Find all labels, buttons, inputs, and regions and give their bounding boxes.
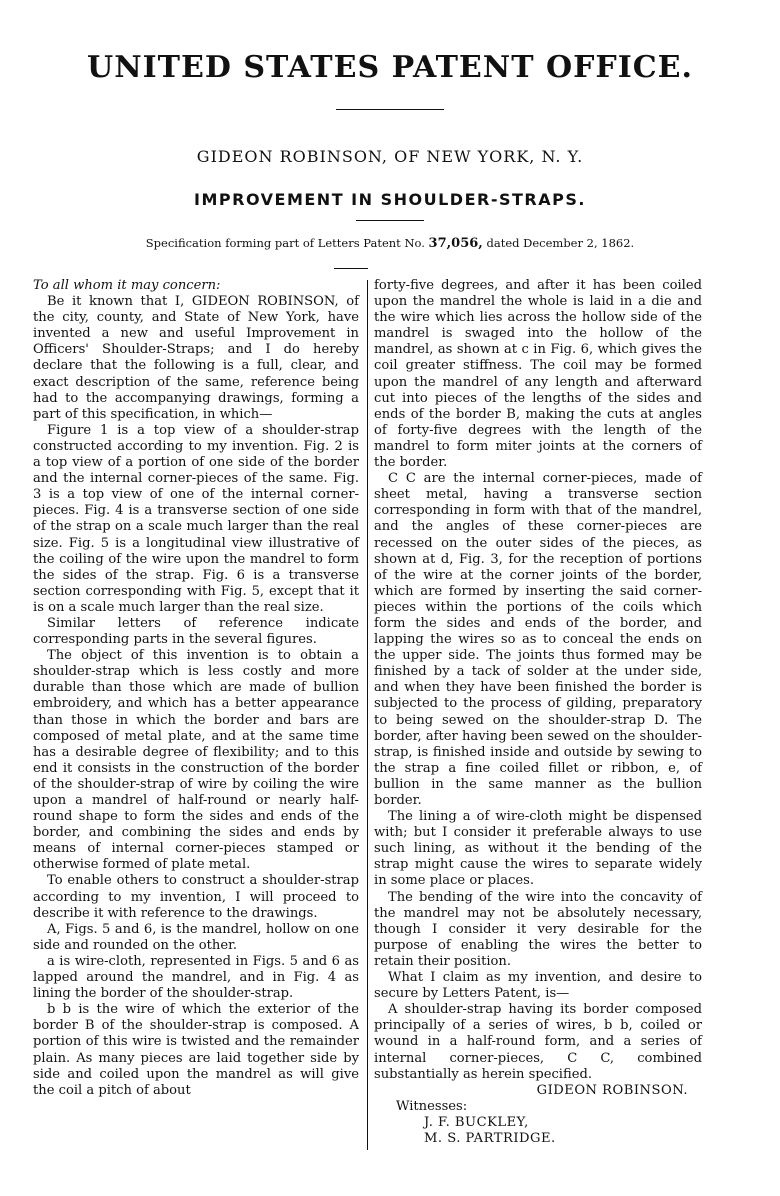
- column-divider: [367, 280, 368, 1150]
- paragraph: The bending of the wire into the concavity of the mandrel may not be absolutely necessary, though I consider it very desirable for the purpose of enabling the wires the better to retain their position.: [374, 889, 702, 969]
- witness-name: J. F. BUCKLEY,: [424, 1114, 529, 1130]
- patent-number: 37,056,: [428, 236, 483, 251]
- paragraph: The object of this invention is to obtain a shoulder-strap which is less costly and more durable than those which are made of bullion embroidery, and which has a better appearance than those in which the border and bars are composed of metal plate, and at the same time has a desirable degree of flexibility; and to this end it consists in the construction of the border of the shoulder-strap of wire by coiling the wire upon a mandrel of half-round or nearly half-round shape to form the sides and ends of the border, and combining the sides and ends by means of internal corner-pieces stamped or otherwise formed of plate metal.: [33, 648, 359, 873]
- paragraph: Similar letters of reference indicate corresponding parts in the several figures.: [33, 615, 359, 648]
- inventor-signature: GIDEON ROBINSON.: [536, 1082, 688, 1098]
- patent-date: dated December 2, 1862.: [482, 236, 635, 250]
- right-column: [374, 278, 702, 1147]
- claim: A shoulder-strap having its border composed principally of a series of wires, b b, coiled or wound in a half-round form, and a series of internal corner-pieces, C C, combined substantially as herein specified.: [374, 1002, 702, 1082]
- paragraph: A, Figs. 5 and 6, is the mandrel, hollow on one side and rounded on the other.: [33, 921, 359, 953]
- paragraph: Figure 1 is a top view of a shoulder-strap constructed according to my invention. Fig. 2 is a top view of a portion of one side of the border and the internal corner-pieces of the same. Fig. 3 is a top view of one of the internal corner-pieces. Fig. 4 is a transverse section of one side of the strap on a scale much larger than the real size. Fig. 5 is a longitudinal view illustrative of the coiling of the wire upon the mandrel to form the sides of the strap. Fig. 6 is a transverse section corresponding with Fig. 5, except that it is on a scale much larger than the real size.: [33, 422, 359, 615]
- paragraph: forty-five degrees, and after it has been coiled upon the mandrel the whole is laid in a die and the wire which lies across the hollow side of the mandrel is swaged into the hollow of the mandrel, as shown at c in Fig. 6, which gives the coil greater stiffness. The coil may be formed upon the mandrel of any length and afterward cut into pieces of the lengths of the sides and ends of the border B, making the cuts at angles of forty-five degrees with the length of the mandrel to form miter joints at the corners of the border.: [374, 278, 702, 471]
- paragraph: To enable others to construct a shoulder-strap according to my invention, I will proceed to describe it with reference to the drawings.: [33, 873, 359, 921]
- left-column: [33, 278, 359, 1099]
- witness-name: M. S. PARTRIDGE.: [424, 1130, 556, 1146]
- patent-title: IMPROVEMENT IN SHOULDER-STRAPS.: [194, 190, 586, 209]
- salutation: To all whom it may concern:: [33, 278, 221, 293]
- paragraph: b b is the wire of which the exterior of the border B of the shoulder-strap is composed. A portion of this wire is twisted and the remainder plain. As many pieces are laid together side by side and coiled upon the mandrel as will give the coil a pitch of about: [33, 1002, 359, 1098]
- paragraph: a is wire-cloth, represented in Figs. 5 and 6 as lapped around the mandrel, and in Fig. 4 as lining the border of the shoulder-strap.: [33, 953, 359, 1002]
- spec-prefix: Specification forming part of Letters Patent No.: [145, 236, 429, 250]
- witnesses-label: Witnesses:: [396, 1098, 468, 1114]
- paragraph: Be it known that I, GIDEON ROBINSON, of the city, county, and State of New York, have invented a new and useful Improvement in Officers' Shoulder-Straps; and I do hereby declare that the following is a full, clear, and exact description of the same, reference being had to the accompanying drawings, forming a part of this specification, in which—: [33, 294, 359, 422]
- specification-line: [0, 236, 780, 251]
- office-title: UNITED STATES PATENT OFFICE.: [87, 50, 693, 85]
- title-rule: [356, 220, 424, 221]
- spec-rule: [334, 268, 368, 269]
- paragraph: C C are the internal corner-pieces, made of sheet metal, having a transverse section corresponding in form with that of the mandrel, and the angles of these corner-pieces are recessed on the outer sides of the pieces, as shown at d, Fig. 3, for the reception of portions of the wire at the corner joints of the border, which are formed by inserting the said corner-pieces within the portions of the coils which form the sides and ends of the border, and lapping the wires so as to conceal the ends on the upper side. The joints thus formed may be finished by a tack of solder at the under side, and when they have been finished the border is subjected to the process of gilding, preparatory to being sewed on the shoulder-strap D. The border, after having been sewed on the shoulder-strap, is finished inside and outside by sewing to the strap a fine coiled fillet or ribbon, e, of bullion in the same manner as the bullion border.: [374, 471, 702, 808]
- paragraph: The lining a of wire-cloth might be dispensed with; but I consider it preferable always to use such lining, as without it the bending of the strap might cause the wires to separate widely in some place or places.: [374, 809, 702, 889]
- claim-intro: What I claim as my invention, and desire to secure by Letters Patent, is—: [374, 970, 702, 1002]
- header-rule: [336, 109, 444, 110]
- document-header: [0, 50, 780, 110]
- inventor-line: GIDEON ROBINSON, OF NEW YORK, N. Y.: [196, 147, 584, 166]
